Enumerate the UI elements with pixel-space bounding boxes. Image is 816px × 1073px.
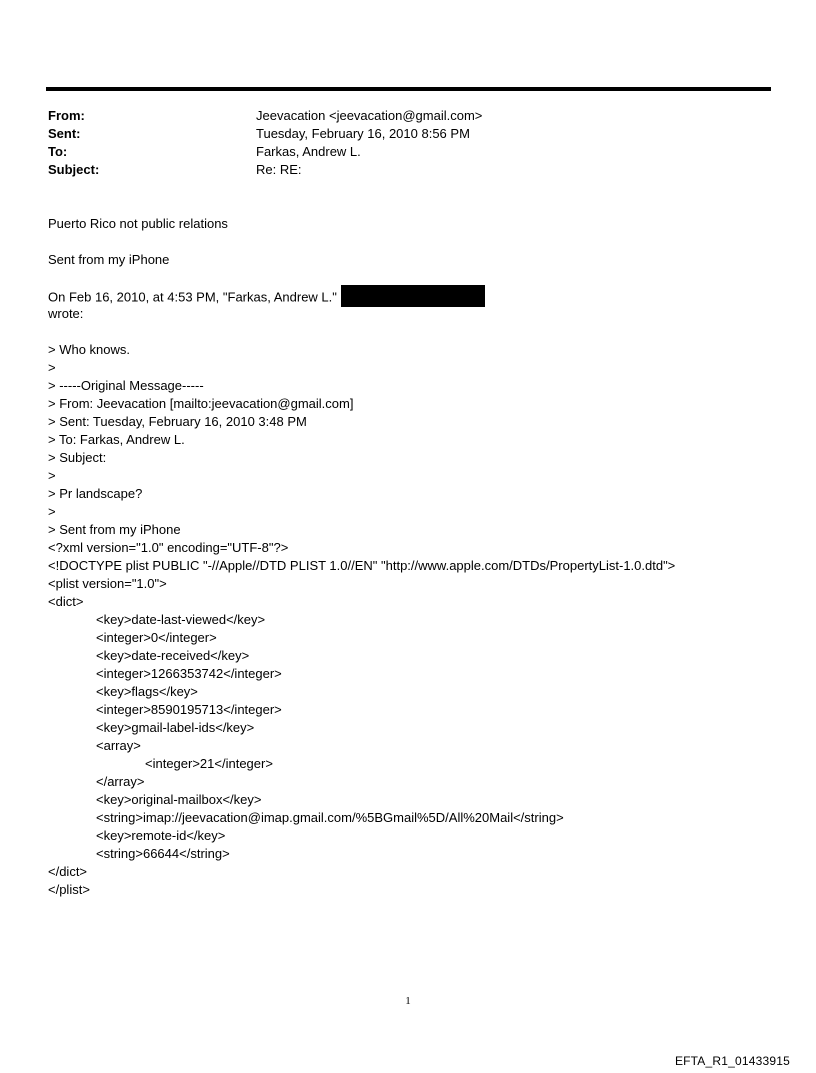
sent-row [48,125,748,143]
quoted-line: > From: Jeevacation [mailto:jeevacation@gmail.com] [48,396,354,411]
quoted-line: > Sent: Tuesday, February 16, 2010 3:48 PM [48,414,307,429]
quoted-line: > To: Farkas, Andrew L. [48,432,185,447]
plist-line: <integer>0</integer> [96,630,217,645]
plist-line: <integer>21</integer> [145,756,273,771]
message-line: Puerto Rico not public relations [48,216,228,231]
plist-line: </array> [96,774,145,789]
quoted-line: > Sent from my iPhone [48,522,181,537]
plist-line: <!DOCTYPE plist PUBLIC "-//Apple//DTD PLIST 1.0//EN" "http://www.apple.com/DTDs/PropertyList-1.0.dtd"> [48,558,676,573]
quote-intro-end: wrote: [48,306,84,321]
subject-value: Re: RE: [256,162,302,177]
plist-line: </dict> [48,864,88,879]
plist-line: <key>gmail-label-ids</key> [96,720,255,735]
document-id: EFTA_R1_01433915 [674,1054,790,1068]
header-divider [46,87,771,91]
to-row [48,143,748,161]
to-value: Farkas, Andrew L. [256,144,361,159]
plist-line: </plist> [48,882,90,897]
quote-intro [48,287,485,305]
quoted-line: > Subject: [48,450,107,465]
sent-value: Tuesday, February 16, 2010 8:56 PM [256,126,470,141]
plist-line: <key>remote-id</key> [96,828,226,843]
plist-line: <key>date-received</key> [96,648,250,663]
to-label: To: [48,144,68,159]
redaction-block [341,285,485,307]
subject-label: Subject: [48,162,100,177]
subject-row [48,161,748,179]
signature-line: Sent from my iPhone [48,252,170,267]
plist-line: <string>66644</string> [96,846,230,861]
plist-line: <integer>1266353742</integer> [96,666,282,681]
plist-line: <?xml version="1.0" encoding="UTF-8"?> [48,540,289,555]
plist-line: <array> [96,738,141,753]
quoted-line: > Who knows. [48,342,131,357]
plist-line: <string>imap://jeevacation@imap.gmail.com/%5BGmail%5D/All%20Mail</string> [96,810,564,825]
quote-intro-text: On Feb 16, 2010, at 4:53 PM, "Farkas, Andrew L." [48,289,341,305]
sent-label: Sent: [48,126,81,141]
plist-line: <plist version="1.0"> [48,576,167,591]
page-number: 1 [405,995,411,1007]
quoted-line: > Pr landscape? [48,486,143,501]
plist-line: <key>original-mailbox</key> [96,792,262,807]
quoted-line: > [48,360,56,375]
quoted-line: > -----Original Message----- [48,378,204,393]
email-header [48,107,748,179]
plist-line: <dict> [48,594,84,609]
plist-line: <key>flags</key> [96,684,198,699]
quoted-line: > [48,468,56,483]
from-row [48,107,748,125]
from-value: Jeevacation <jeevacation@gmail.com> [256,108,483,123]
plist-line: <integer>8590195713</integer> [96,702,282,717]
quoted-line: > [48,504,56,519]
plist-line: <key>date-last-viewed</key> [96,612,266,627]
from-label: From: [48,108,85,123]
